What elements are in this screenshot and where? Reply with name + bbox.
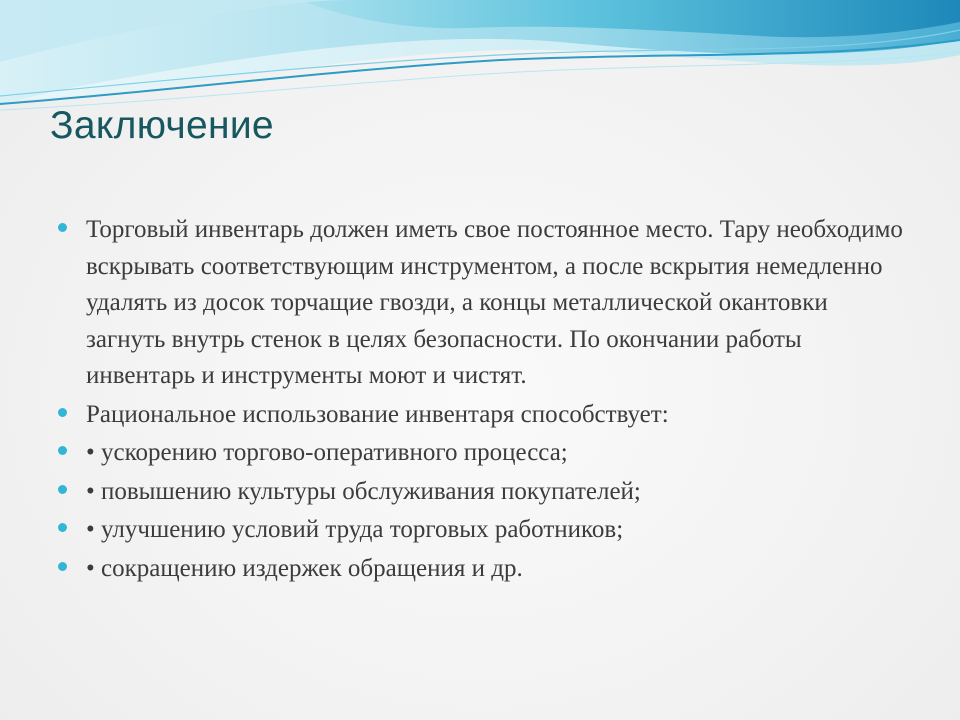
bullet-text: Рациональное использование инвентаря способствует: bbox=[86, 400, 669, 428]
bullet-item bbox=[58, 397, 908, 434]
bullet-item bbox=[58, 474, 908, 511]
bullet-text: Торговый инвентарь должен иметь свое постоянное место. Тару необходимо вскрывать соответствующим инструментом, а после вскрытия немедленно удалять из досок торчащие гвозди, а концы металлической окантовки загнуть внутрь стенок в целях безопасности. По окончании работы инвентарь и инструменты моют и чистят. bbox=[86, 216, 903, 389]
bullet-list bbox=[58, 212, 908, 589]
bullet-item bbox=[58, 435, 908, 472]
bullet-icon bbox=[58, 562, 67, 571]
bullet-icon bbox=[58, 446, 67, 455]
bullet-icon bbox=[58, 485, 67, 494]
bullet-item bbox=[58, 512, 908, 549]
bullet-text: • ускорению торгово-оперативного процесса; bbox=[86, 439, 568, 466]
bullet-icon bbox=[58, 223, 67, 232]
bullet-item bbox=[58, 551, 908, 588]
slide-title: Заключение bbox=[50, 104, 274, 147]
bullet-text: • повышению культуры обслуживания покупателей; bbox=[86, 477, 641, 505]
bullet-icon bbox=[58, 408, 67, 417]
bullet-item bbox=[58, 212, 908, 395]
bullet-icon bbox=[58, 523, 67, 532]
bullet-text: • улучшению условий труда торговых работников; bbox=[86, 516, 624, 543]
bullet-text: • сокращению издержек обращения и др. bbox=[86, 554, 523, 582]
